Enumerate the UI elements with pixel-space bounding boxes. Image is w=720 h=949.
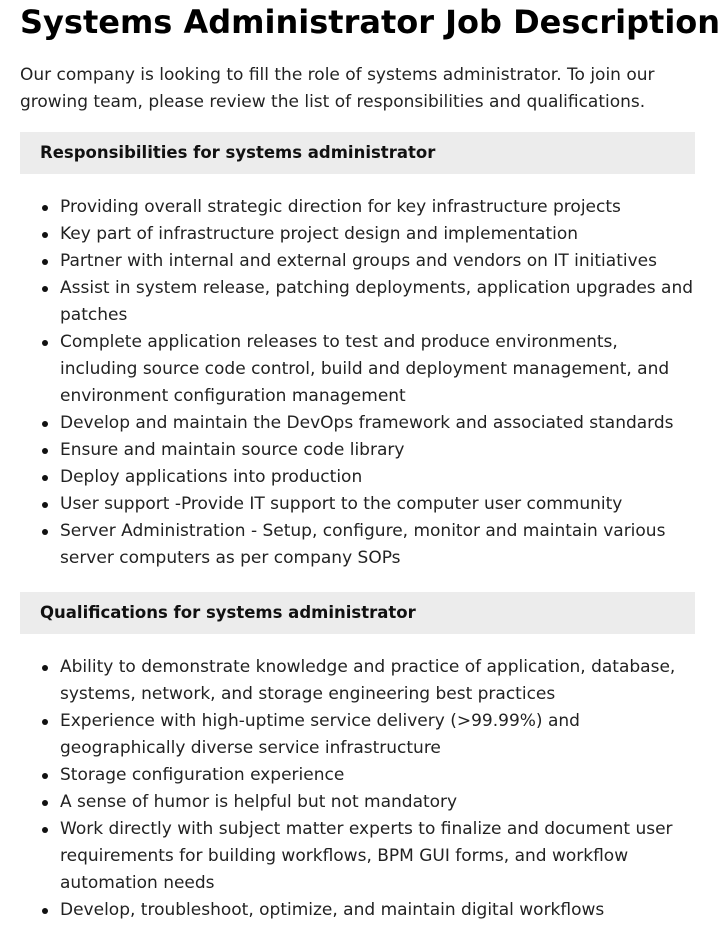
list-item: Develop and maintain the DevOps framework and associated standards — [60, 410, 695, 437]
list-item: Ensure and maintain source code library — [60, 437, 695, 464]
list-item: Storage configuration experience — [60, 762, 695, 789]
intro-paragraph: Our company is looking to fill the role of systems administrator. To join our growing team, please review the list of responsibilities and qualifications. — [20, 65, 655, 112]
list-item: Key part of infrastructure project design and implementation — [60, 221, 695, 248]
list-item: Server Administration - Setup, configure, monitor and maintain various server computers as per company SOPs — [60, 518, 695, 572]
responsibilities-heading: Responsibilities for systems administrator — [20, 132, 695, 174]
qualifications-list — [20, 654, 695, 924]
page-title: Systems Administrator Job Description — [20, 3, 720, 41]
responsibilities-list — [20, 194, 695, 572]
qualifications-heading: Qualifications for systems administrator — [20, 592, 695, 634]
list-item: Providing overall strategic direction for key infrastructure projects — [60, 194, 695, 221]
list-item: A sense of humor is helpful but not mandatory — [60, 789, 695, 816]
list-item: Develop, troubleshoot, optimize, and maintain digital workflows — [60, 897, 695, 924]
list-item: Ability to demonstrate knowledge and practice of application, database, systems, network, and storage engineering best practices — [60, 654, 695, 708]
list-item: Complete application releases to test and produce environments, including source code control, build and deployment management, and environment configuration management — [60, 329, 695, 410]
list-item: Assist in system release, patching deployments, application upgrades and patches — [60, 275, 695, 329]
list-item: Work directly with subject matter experts to finalize and document user requirements for building workflows, BPM GUI forms, and workflow automation needs — [60, 816, 695, 897]
list-item: Experience with high-uptime service delivery (>99.99%) and geographically diverse service infrastructure — [60, 708, 695, 762]
list-item: Deploy applications into production — [60, 464, 695, 491]
list-item: User support -Provide IT support to the computer user community — [60, 491, 695, 518]
list-item: Partner with internal and external groups and vendors on IT initiatives — [60, 248, 695, 275]
